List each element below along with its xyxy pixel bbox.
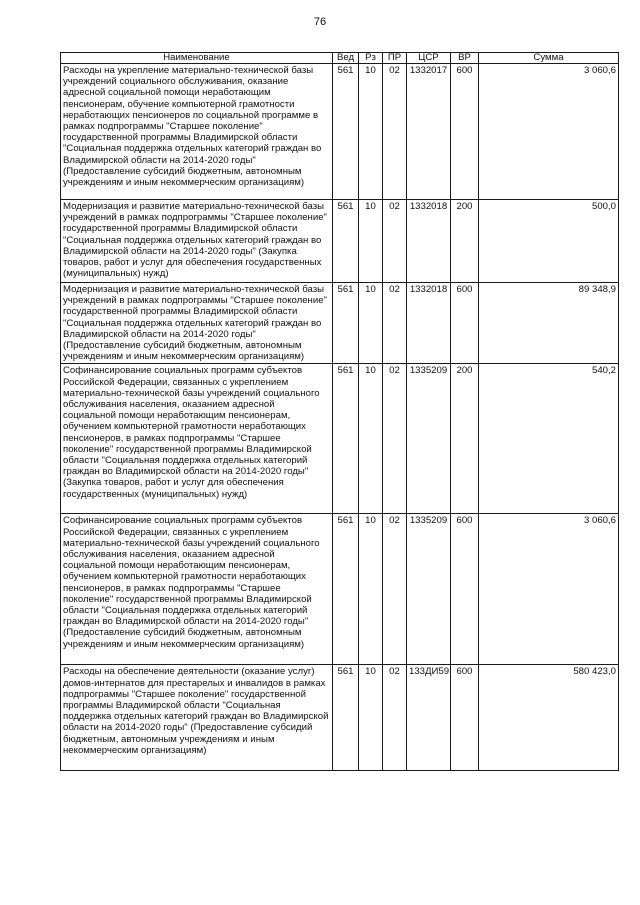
table-row — [61, 64, 619, 200]
row-vr: 600 — [451, 514, 479, 665]
row-csr: 1335209 — [407, 514, 451, 665]
row-rz: 10 — [359, 200, 383, 283]
row-csr: 1332018 — [407, 200, 451, 283]
row-sum: 540,2 — [479, 364, 619, 514]
table-row — [61, 200, 619, 283]
row-csr: 1332017 — [407, 64, 451, 200]
row-csr: 133ДИ59 — [407, 665, 451, 771]
row-ved: 561 — [333, 64, 359, 200]
row-rz: 10 — [359, 64, 383, 200]
row-sum: 89 348,9 — [479, 283, 619, 364]
header-rz: Рз — [359, 53, 383, 64]
row-rz: 10 — [359, 364, 383, 514]
table-row — [61, 514, 619, 665]
row-name: Софинансирование социальных программ субъектов Российской Федерации, связанных с укреплением материально-технической базы учреждений социального обслуживания населения, оказанием адресной социальной помощи неработающим пенсионерам, обучением компьютерной грамотности неработающих пенсионеров, в рамках подпрограммы "Старшее поколение" государственной программы Владимирской области "Социальная поддержка отдельных категорий граждан во Владимирской области на 2014-2020 годы" (Предоставление субсидий бюджетным, автономным учреждениям и иным некоммерческим организациям) — [61, 514, 333, 665]
row-name: Софинансирование социальных программ субъектов Российской Федерации, связанных с укреплением материально-технической базы учреждений социального обслуживания населения, оказанием адресной социальной помощи неработающим пенсионерам, обучением компьютерной грамотности неработающих пенсионеров, в рамках подпрограммы "Старшее поколение" государственной программы Владимирской области "Социальная поддержка отдельных категорий граждан во Владимирской области на 2014-2020 годы" (Закупка товаров, работ и услуг для обеспечения государственных (муниципальных) нужд) — [61, 364, 333, 514]
header-name: Наименование — [61, 53, 333, 64]
row-pr: 02 — [383, 283, 407, 364]
row-csr: 1335209 — [407, 364, 451, 514]
row-ved: 561 — [333, 200, 359, 283]
row-sum: 580 423,0 — [479, 665, 619, 771]
row-name: Модернизация и развитие материально-технической базы учреждений в рамках подпрограммы "Старшее поколение" государственной программы Владимирской области "Социальная поддержка отдельных категорий граждан во Владимирской области на 2014-2020 годы" (Закупка товаров, работ и услуг для обеспечения государственных (муниципальных) нужд) — [61, 200, 333, 283]
row-sum: 3 060,6 — [479, 514, 619, 665]
row-pr: 02 — [383, 200, 407, 283]
row-rz: 10 — [359, 665, 383, 771]
row-vr: 200 — [451, 364, 479, 514]
row-ved: 561 — [333, 665, 359, 771]
table-row — [61, 364, 619, 514]
row-sum: 500,0 — [479, 200, 619, 283]
header-csr: ЦСР — [407, 53, 451, 64]
row-pr: 02 — [383, 64, 407, 200]
row-ved: 561 — [333, 514, 359, 665]
header-sum: Сумма — [479, 53, 619, 64]
header-ved: Вед — [333, 53, 359, 64]
row-rz: 10 — [359, 283, 383, 364]
row-rz: 10 — [359, 514, 383, 665]
row-vr: 600 — [451, 665, 479, 771]
row-name: Расходы на укрепление материально-технической базы учреждений социального обслуживания, оказание адресной социальной помощи неработающим пенсионерам, обучение компьютерной грамотности неработающих пенсионеров по социальной программе в рамках подпрограммы "Старшее поколение" государственной программы Владимирской области "Социальная поддержка отдельных категорий граждан во Владимирской области на 2014-2020 годы" (Предоставление субсидий бюджетным, автономным учреждениям и иным некоммерческим организациям) — [61, 64, 333, 200]
row-name: Модернизация и развитие материально-технической базы учреждений в рамках подпрограммы "Старшее поколение" государственной программы Владимирской области "Социальная поддержка отдельных категорий граждан во Владимирской области на 2014-2020 годы" (Предоставление субсидий бюджетным, автономным учреждениям и иным некоммерческим организациям) — [61, 283, 333, 364]
row-vr: 200 — [451, 200, 479, 283]
row-csr: 1332018 — [407, 283, 451, 364]
table-row — [61, 283, 619, 364]
table-header-row — [61, 53, 619, 64]
row-pr: 02 — [383, 514, 407, 665]
row-vr: 600 — [451, 283, 479, 364]
header-pr: ПР — [383, 53, 407, 64]
budget-table — [60, 52, 619, 771]
row-pr: 02 — [383, 364, 407, 514]
table-row — [61, 665, 619, 771]
row-ved: 561 — [333, 283, 359, 364]
row-vr: 600 — [451, 64, 479, 200]
page-number: 76 — [313, 16, 327, 28]
header-vr: ВР — [451, 53, 479, 64]
row-pr: 02 — [383, 665, 407, 771]
row-sum: 3 060,6 — [479, 64, 619, 200]
row-ved: 561 — [333, 364, 359, 514]
row-name: Расходы на обеспечение деятельности (оказание услуг) домов-интернатов для престарелых и инвалидов в рамках подпрограммы "Старшее поколение" государственной программы Владимирской области "Социальная поддержка отдельных категорий граждан во Владимирской области на 2014-2020 годы" (Предоставление субсидий бюджетным, автономным учреждениям и иным некоммерческим организациям) — [61, 665, 333, 771]
